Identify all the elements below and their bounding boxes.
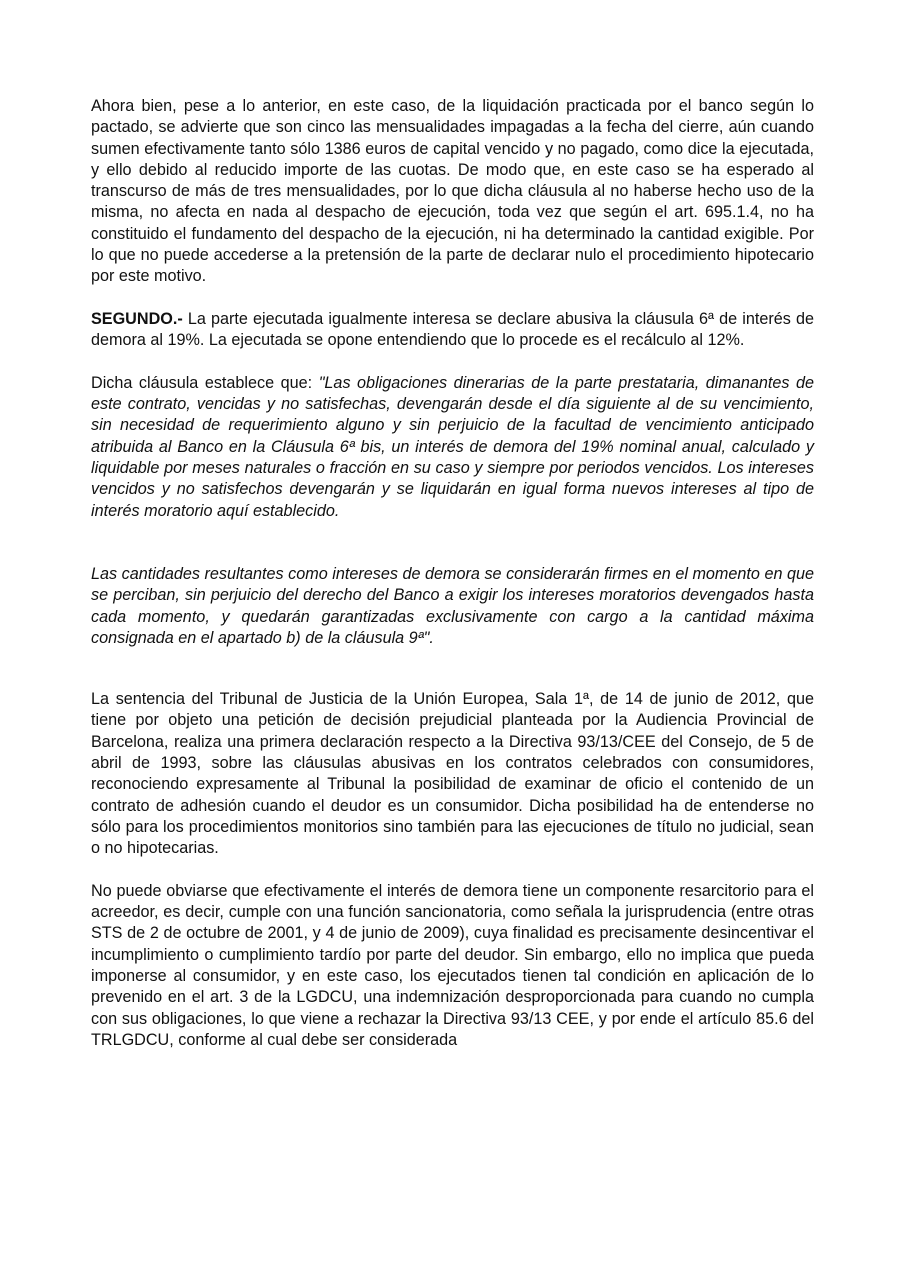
paragraph-segundo-text: La parte ejecutada igualmente interesa se declare abusiva la cláusula 6ª de interés de demora al 19%. La ejecutada se opone entendiendo que lo procede es el recálculo al 12%. (91, 309, 814, 350)
paragraph-sentencia-tjue: La sentencia del Tribunal de Justicia de la Unión Europea, Sala 1ª, de 14 de junio de 2012, que tiene por objeto una petición de decisión prejudicial planteada por la Audiencia Provincial de Barcelona, realiza una primera declaración respecto a la Directiva 93/13/CEE del Consejo, de 5 de abril de 1993, sobre las cláusulas abusivas en los contratos celebrados con consumidores, reconociendo expresamente al Tribunal la posibilidad de examinar de oficio el contenido de un contrato de adhesión cuando el deudor es un consumidor. Dicha posibilidad ha de entenderse no sólo para los procedimientos monitorios sino también para las ejecuciones de título no judicial, sean o no hipotecarias. (91, 690, 814, 858)
section-heading-segundo: SEGUNDO.- (91, 309, 183, 328)
clause-quote: "Las obligaciones dinerarias de la parte prestataria, dimanantes de este contrato, vencidas y no satisfechas, devengarán desde el día siguiente al de su vencimiento, sin necesidad de requerimiento alguno y sin perjuicio de la facultad de vencimiento anticipado atribuida al Banco en la Cláusula 6ª bis, un interés de demora del 19% nominal anual, calculado y liquidable por meses naturales o fracción en su caso y siempre por periodos vencidos. Los intereses vencidos y no satisfechos devengarán y se liquidarán en igual forma nuevos intereses al tipo de interés moratorio aquí establecido. (91, 373, 814, 520)
paragraph-segundo (91, 309, 814, 352)
paragraph-liquidacion: Ahora bien, pese a lo anterior, en este caso, de la liquidación practicada por el banco según lo pactado, se advierte que son cinco las mensualidades impagadas a la fecha del cierre, aún cuando sumen efectivamente tanto sólo 1386 euros de capital vencido y no pagado, como dice la ejecutada, y ello debido al reducido importe de las cuotas. De modo que, en este caso se ha esperado al transcurso de más de tres mensualidades, por lo que dicha cláusula al no haberse hecho uso de la misma, no afecta en nada al despacho de ejecución, toda vez que según el art. 695.1.4, no ha constituido el fundamento del despacho de la ejecución, ni ha determinado la cantidad exigible. Por lo que no puede accederse a la pretensión de la parte de declarar nulo el procedimiento hipotecario por este motivo. (91, 97, 814, 286)
paragraph-clausula-lead: Dicha cláusula establece que: (91, 373, 319, 392)
paragraph-interes-demora: No puede obviarse que efectivamente el interés de demora tiene un componente resarcitorio para el acreedor, es decir, cumple con una función sancionatoria, como señala la jurisprudencia (entre otras STS de 2 de octubre de 2001, y 4 de junio de 2009), cuya finalidad es precisamente desincentivar el incumplimiento o cumplimiento tardío por parte del deudor. Sin embargo, ello no implica que pueda imponerse al consumidor, y en este caso, los ejecutados tienen tal condición en aplicación de lo prevenido en el art. 3 de la LGDCU, una indemnización desproporcionada para cuando no cumpla con sus obligaciones, lo que viene a rechazar la Directiva 93/13 CEE, y por ende el artículo 85.6 del TRLGDCU, conforme al cual debe ser considerada (91, 881, 814, 1049)
document-page (91, 96, 814, 1051)
paragraph-clausula (91, 373, 814, 522)
paragraph-cantidades-resultantes: Las cantidades resultantes como intereses de demora se considerarán firmes en el momento en que se perciban, sin perjuicio del derecho del Banco a exigir los intereses moratorios devengados hasta cada momento, y quedarán garantizadas exclusivamente con cargo a la cantidad máxima consignada en el apartado b) de la cláusula 9ª". (91, 564, 814, 647)
